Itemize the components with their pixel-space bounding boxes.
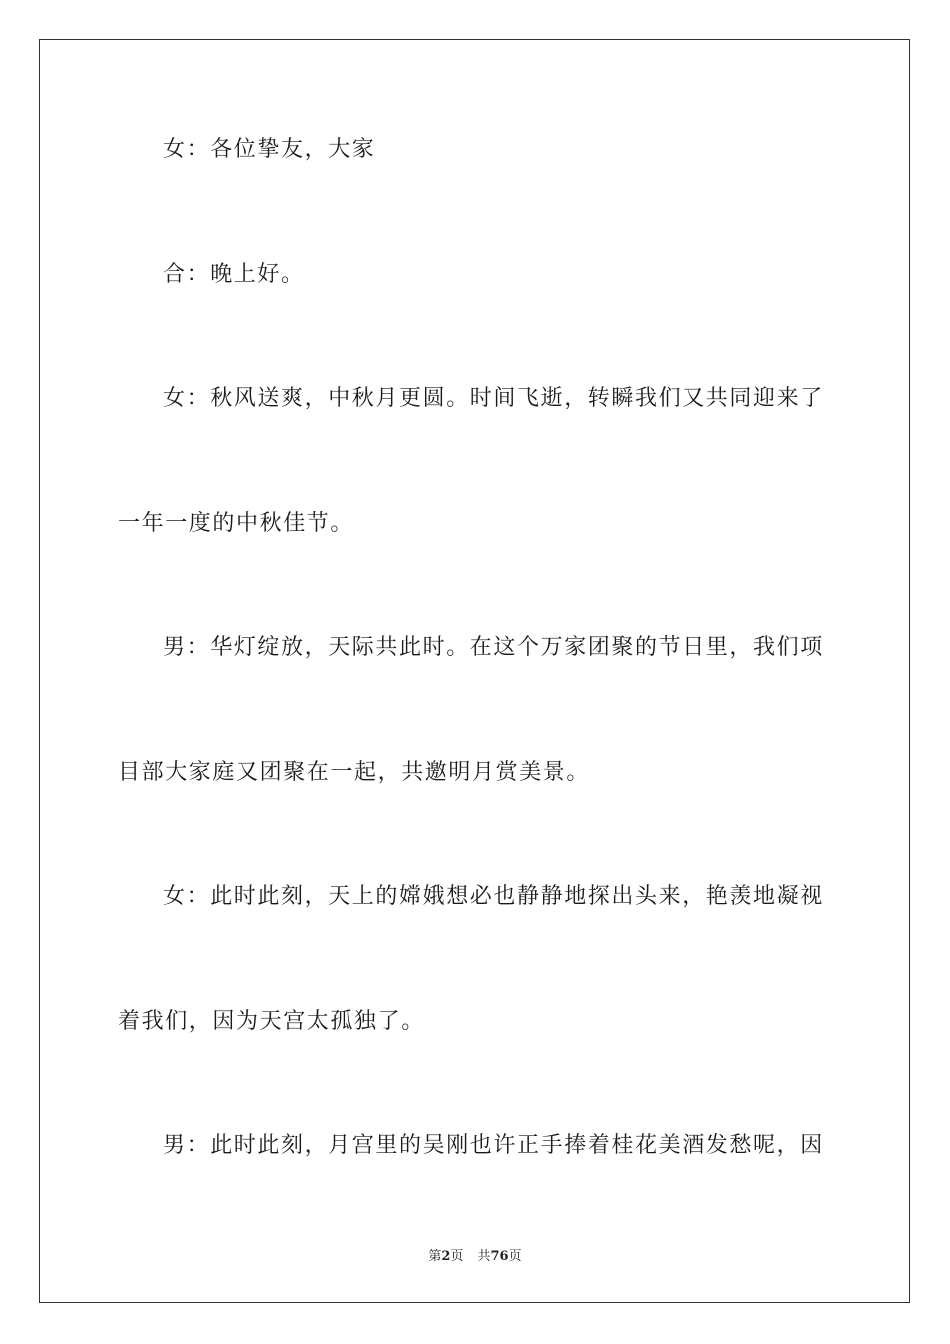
paragraph-line: 男：华灯绽放，天际共此时。在这个万家团聚的节日里，我们项 [163, 635, 824, 660]
paragraph-line: 合：晚上好。 [163, 262, 305, 287]
paragraph-line: 着我们，因为天宫太孤独了。 [118, 1009, 425, 1034]
page-number: 2 [441, 1249, 451, 1264]
paragraph-line: 女：此时此刻，天上的嫦娥想必也静静地探出头来，艳羡地凝视 [163, 884, 824, 909]
paragraph-line: 目部大家庭又团聚在一起，共邀明月赏美景。 [118, 760, 591, 785]
paragraph-line: 女：各位挚友，大家 [163, 137, 376, 162]
paragraph-line: 女：秋风送爽，中秋月更圆。时间飞逝，转瞬我们又共同迎来了 [163, 386, 824, 411]
total-prefix: 共 [477, 1249, 491, 1264]
total-pages: 76 [490, 1249, 509, 1264]
paragraph-line: 一年一度的中秋佳节。 [118, 511, 355, 536]
page-footer [0, 1248, 950, 1266]
page-prefix: 第 [428, 1249, 442, 1264]
total-suffix: 页 [508, 1249, 522, 1264]
page-frame [39, 39, 910, 1303]
page-suffix: 页 [450, 1249, 464, 1264]
paragraph-line: 男：此时此刻，月宫里的吴刚也许正手捧着桂花美酒发愁呢，因 [163, 1133, 824, 1158]
